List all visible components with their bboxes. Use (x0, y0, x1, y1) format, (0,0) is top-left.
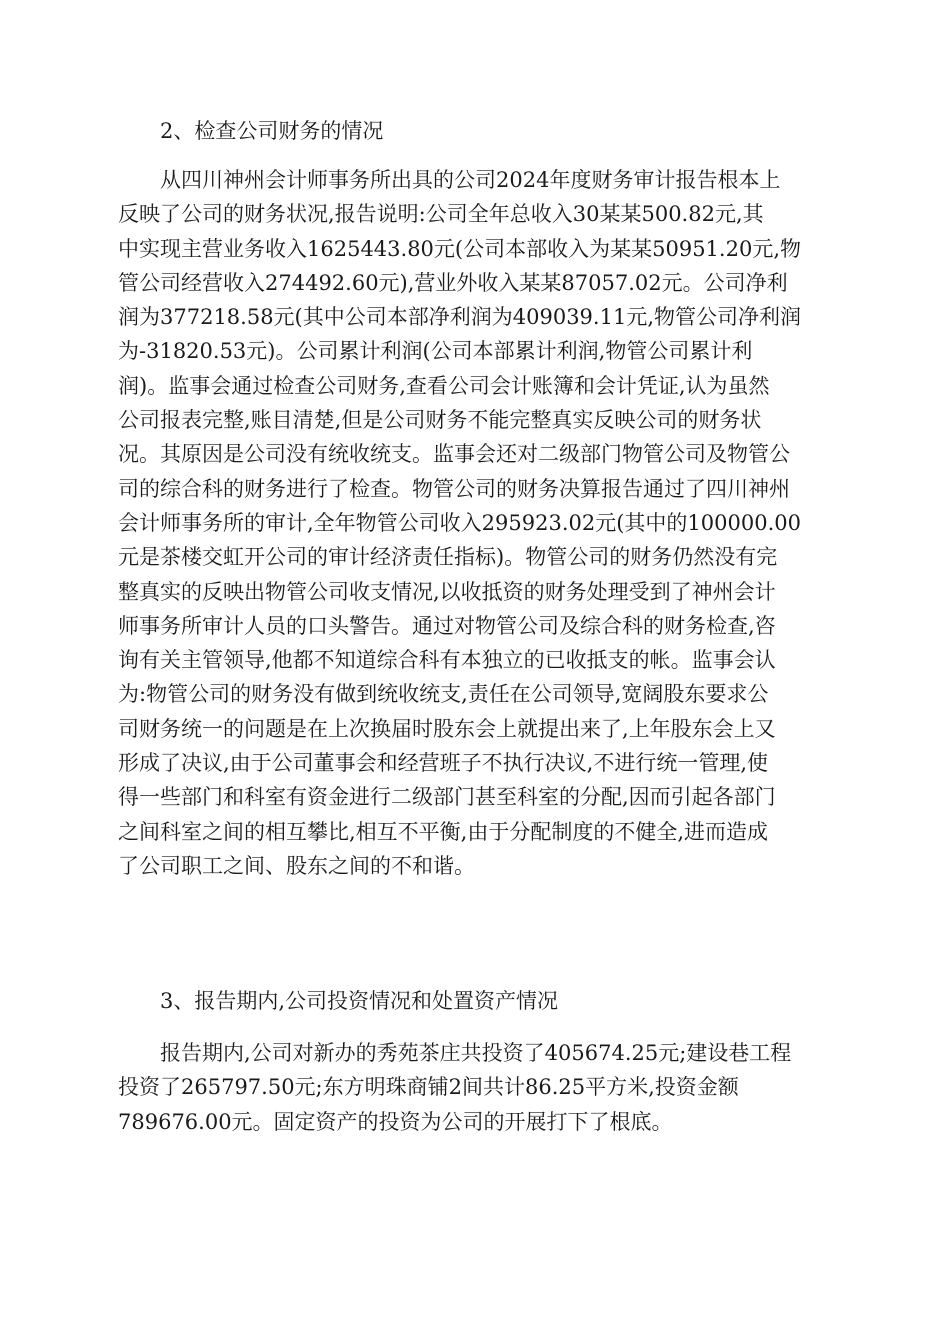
paragraph-line: 之间科室之间的相互攀比,相互不平衡,由于分配制度的不健全,进而造成 (118, 819, 769, 844)
section-3-body (118, 1036, 838, 1139)
paragraph-line: 管公司经营收入274492.60元),营业外收入某某87057.02元。公司净利 (118, 270, 788, 295)
paragraph-line: 为:物管公司的财务没有做到统收统支,责任在公司领导,宽阔股东要求公 (118, 682, 769, 707)
paragraph-line: 了公司职工之间、股东之间的不和谐。 (118, 853, 475, 878)
paragraph-line: 会计师事务所的审计,全年物管公司收入295923.02元(其中的100000.00 (118, 510, 801, 535)
paragraph-line: 789676.00元。固定资产的投资为公司的开展打下了根底。 (118, 1109, 673, 1134)
paragraph-line: 况。其原因是公司没有统收统支。监事会还对二级部门物管公司及物管公 (118, 442, 790, 467)
paragraph-line: 润)。监事会通过检查公司财务,查看公司会计账簿和会计凭证,认为虽然 (118, 373, 770, 398)
section-3-heading: 3、报告期内,公司投资情况和处置资产情况 (160, 989, 559, 1013)
paragraph-line: 得一些部门和科室有资金进行二级部门甚至科室的分配,因而引起各部门 (118, 785, 776, 810)
paragraph-line: 为-31820.53元)。公司累计利润(公司本部累计利润,物管公司累计利 (118, 339, 753, 364)
section-2-body (118, 163, 838, 883)
paragraph-line: 公司报表完整,账目清楚,但是公司财务不能完整真实反映公司的财务状 (118, 408, 762, 433)
paragraph-line: 司财务统一的问题是在上次换届时股东会上就提出来了,上年股东会上又 (118, 716, 776, 741)
paragraph-line: 整真实的反映出物管公司收支情况,以收抵资的财务处理受到了神州会计 (118, 579, 776, 604)
paragraph-line: 询有关主管领导,他都不知道综合科有本独立的已收抵支的帐。监事会认 (118, 648, 776, 673)
paragraph-line: 元是茶楼交虹开公司的审计经济责任指标)。物管公司的财务仍然没有完 (118, 545, 778, 570)
paragraph-line: 报告期内,公司对新办的秀苑茶庄共投资了405674.25元;建设巷工程 (160, 1041, 792, 1065)
paragraph-line: 司的综合科的财务进行了检查。物管公司的财务决算报告通过了四川神州 (118, 476, 790, 501)
paragraph-line: 反映了公司的财务状况,报告说明:公司全年总收入30某某500.82元,其 (118, 202, 764, 227)
paragraph-line: 师事务所审计人员的口头警告。通过对物管公司及综合科的财务检查,咨 (118, 613, 776, 638)
paragraph-line: 形成了决议,由于公司董事会和经营班子不执行决议,不进行统一管理,使 (118, 751, 769, 776)
paragraph-line: 润为377218.58元(其中公司本部净利润为409039.11元,物管公司净利润 (118, 305, 801, 330)
paragraph-line: 从四川神州会计师事务所出具的公司2024年度财务审计报告根本上 (160, 168, 781, 192)
section-2-heading: 2、检查公司财务的情况 (160, 119, 384, 143)
paragraph-line: 中实现主营业务收入1625443.80元(公司本部收入为某某50951.20元,物 (118, 236, 801, 261)
paragraph-line: 投资了265797.50元;东方明珠商铺2间共计86.25平方米,投资金额 (118, 1075, 739, 1100)
